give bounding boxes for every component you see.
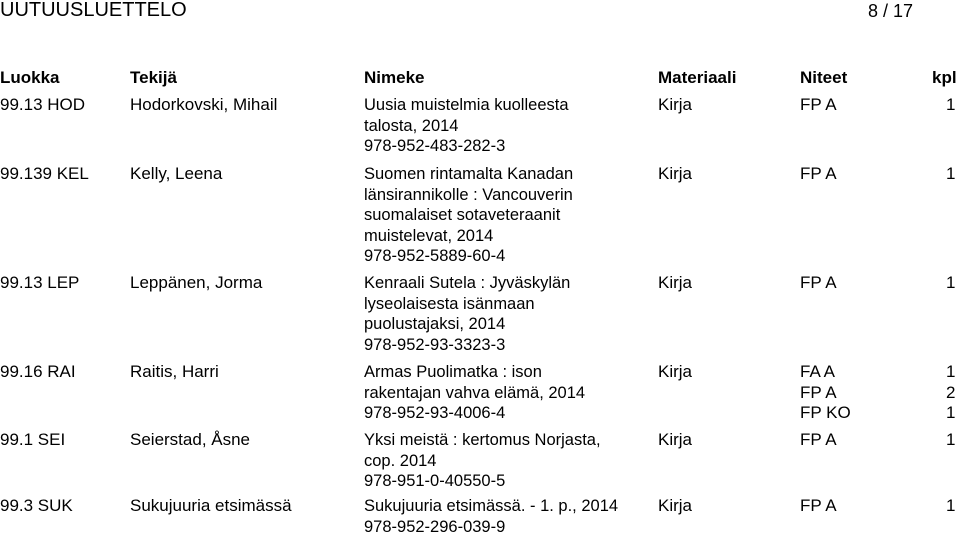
row-niteet	[800, 496, 837, 517]
niteet-item: FA A	[800, 362, 851, 383]
niteet-item: FP A	[800, 273, 837, 294]
nimeke-line: länsirannikolle : Vancouverin	[364, 185, 573, 206]
row-materiaali: Kirja	[658, 95, 692, 116]
column-header-nimeke: Nimeke	[364, 68, 424, 88]
row-nimeke	[364, 496, 618, 537]
nimeke-isbn: 978-952-93-4006-4	[364, 403, 585, 424]
row-materiaali: Kirja	[658, 362, 692, 383]
niteet-item: FP A	[800, 383, 851, 404]
nimeke-line: muistelevat, 2014	[364, 226, 573, 247]
nimeke-isbn: 978-952-93-3323-3	[364, 335, 570, 356]
row-kpl	[946, 273, 955, 294]
nimeke-line: cop. 2014	[364, 451, 601, 472]
nimeke-isbn: 978-952-483-282-3	[364, 136, 569, 157]
row-materiaali: Kirja	[658, 496, 692, 517]
column-header-materiaali: Materiaali	[658, 68, 736, 88]
row-kpl	[946, 164, 955, 185]
nimeke-line: suomalaiset sotaveteraanit	[364, 205, 573, 226]
column-header-tekija: Tekijä	[130, 68, 177, 88]
nimeke-isbn: 978-952-5889-60-4	[364, 246, 573, 267]
nimeke-line: rakentajan vahva elämä, 2014	[364, 383, 585, 404]
page-title: UUTUUSLUETTELO	[0, 0, 187, 22]
kpl-item: 1	[946, 403, 955, 424]
nimeke-line: Suomen rintamalta Kanadan	[364, 164, 573, 185]
nimeke-line: puolustajaksi, 2014	[364, 314, 570, 335]
kpl-item: 1	[946, 95, 955, 116]
niteet-item: FP A	[800, 496, 837, 517]
row-luokka: 99.16 RAI	[0, 362, 76, 383]
nimeke-line: lyseolaisesta isänmaan	[364, 294, 570, 315]
nimeke-isbn: 978-952-296-039-9	[364, 517, 618, 537]
row-luokka: 99.13 LEP	[0, 273, 79, 294]
nimeke-line: talosta, 2014	[364, 116, 569, 137]
row-nimeke	[364, 164, 573, 267]
row-nimeke	[364, 362, 585, 424]
column-header-niteet: Niteet	[800, 68, 847, 88]
row-luokka: 99.3 SUK	[0, 496, 73, 517]
column-header-kpl: kpl	[932, 68, 957, 88]
row-tekija: Hodorkovski, Mihail	[130, 95, 277, 116]
row-niteet	[800, 362, 851, 424]
nimeke-isbn: 978-951-0-40550-5	[364, 471, 601, 492]
row-luokka: 99.139 KEL	[0, 164, 89, 185]
row-tekija: Leppänen, Jorma	[130, 273, 262, 294]
kpl-item: 1	[946, 273, 955, 294]
row-kpl	[946, 95, 955, 116]
nimeke-line: Kenraali Sutela : Jyväskylän	[364, 273, 570, 294]
row-materiaali: Kirja	[658, 273, 692, 294]
row-tekija: Kelly, Leena	[130, 164, 222, 185]
niteet-item: FP A	[800, 95, 837, 116]
row-materiaali: Kirja	[658, 430, 692, 451]
row-kpl	[946, 430, 955, 451]
page-number: 8 / 17	[868, 0, 913, 23]
niteet-item: FP KO	[800, 403, 851, 424]
row-tekija: Raitis, Harri	[130, 362, 219, 383]
row-nimeke	[364, 273, 570, 355]
kpl-item: 1	[946, 164, 955, 185]
kpl-item: 1	[946, 430, 955, 451]
row-luokka: 99.1 SEI	[0, 430, 65, 451]
kpl-item: 1	[946, 362, 955, 383]
niteet-item: FP A	[800, 430, 837, 451]
nimeke-line: Yksi meistä : kertomus Norjasta,	[364, 430, 601, 451]
row-niteet	[800, 430, 837, 451]
row-materiaali: Kirja	[658, 164, 692, 185]
row-niteet	[800, 95, 837, 116]
row-nimeke	[364, 430, 601, 492]
row-kpl	[946, 362, 955, 424]
row-niteet	[800, 273, 837, 294]
row-niteet	[800, 164, 837, 185]
kpl-item: 2	[946, 383, 955, 404]
row-tekija: Sukujuuria etsimässä	[130, 496, 292, 517]
nimeke-line: Uusia muistelmia kuolleesta	[364, 95, 569, 116]
row-luokka: 99.13 HOD	[0, 95, 85, 116]
row-kpl	[946, 496, 955, 517]
nimeke-line: Sukujuuria etsimässä. - 1. p., 2014	[364, 496, 618, 517]
row-tekija: Seierstad, Åsne	[130, 430, 250, 451]
niteet-item: FP A	[800, 164, 837, 185]
kpl-item: 1	[946, 496, 955, 517]
column-header-luokka: Luokka	[0, 68, 60, 88]
nimeke-line: Armas Puolimatka : ison	[364, 362, 585, 383]
row-nimeke	[364, 95, 569, 157]
